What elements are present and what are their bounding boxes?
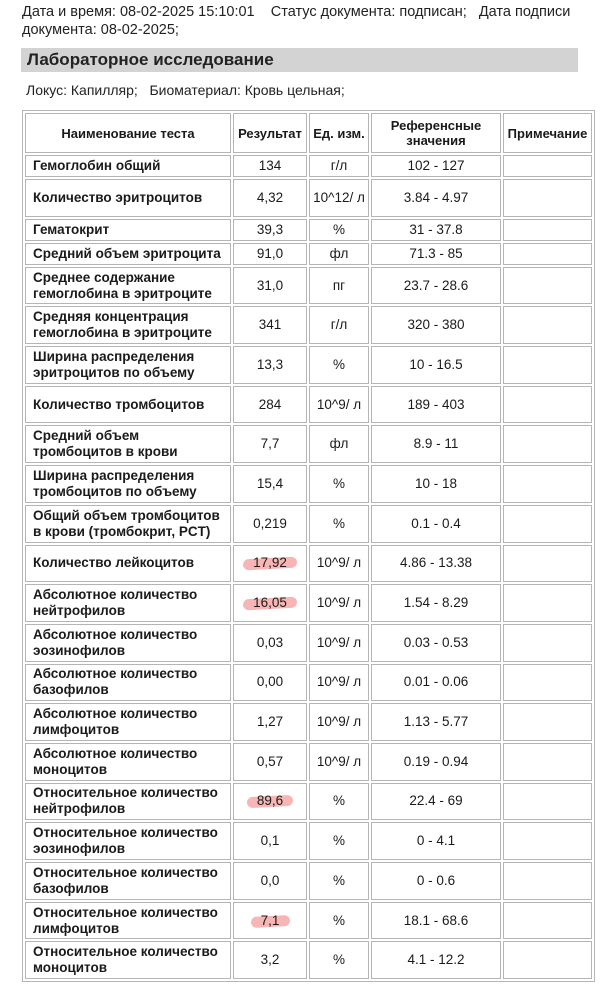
table-row — [25, 243, 592, 265]
unit-cell: 10^9/ л — [309, 743, 369, 781]
result-cell — [233, 584, 307, 622]
unit-cell: % — [309, 902, 369, 940]
note-cell — [503, 703, 592, 741]
reference-cell: 0.03 - 0.53 — [371, 624, 501, 662]
test-name-cell: Относительное количество лимфоцитов — [25, 902, 231, 940]
test-name-cell: Ширина распределения эритроцитов по объему — [25, 346, 231, 384]
reference-cell: 1.13 - 5.77 — [371, 703, 501, 741]
section-title: Лабораторное исследование — [21, 48, 578, 72]
table-row — [25, 425, 592, 463]
unit-cell: % — [309, 505, 369, 543]
table-row — [25, 219, 592, 241]
result-cell: 7,7 — [233, 425, 307, 463]
document-sign-date: Дата подписи документа: 08-02-2025; — [22, 4, 571, 38]
result-cell: 91,0 — [233, 243, 307, 265]
result-cell: 3,2 — [233, 941, 307, 979]
table-row — [25, 465, 592, 503]
unit-cell: г/л — [309, 306, 369, 344]
table-row — [25, 783, 592, 821]
test-name-cell: Средний объем эритроцита — [25, 243, 231, 265]
locus-biomaterial: Локус: Капилляр; Биоматериал: Кровь цельная; — [26, 82, 345, 98]
document-meta — [22, 4, 592, 39]
result-cell — [233, 783, 307, 821]
unit-cell: г/л — [309, 155, 369, 177]
table-row — [25, 743, 592, 781]
reference-cell: 1.54 - 8.29 — [371, 584, 501, 622]
abnormal-result-highlight — [249, 595, 291, 611]
result-cell: 31,0 — [233, 267, 307, 305]
table-row — [25, 941, 592, 979]
result-cell: 0,0 — [233, 862, 307, 900]
unit-cell: % — [309, 941, 369, 979]
table-row — [25, 505, 592, 543]
test-name-cell: Количество тромбоцитов — [25, 386, 231, 424]
unit-cell: % — [309, 862, 369, 900]
unit-cell: фл — [309, 243, 369, 265]
result-cell: 15,4 — [233, 465, 307, 503]
test-name-cell: Ширина распределения тромбоцитов по объему — [25, 465, 231, 503]
note-cell — [503, 902, 592, 940]
test-name-cell: Абсолютное количество базофилов — [25, 664, 231, 702]
test-name-cell: Среднее содержание гемоглобина в эритроците — [25, 267, 231, 305]
note-cell — [503, 306, 592, 344]
test-name-cell: Абсолютное количество нейтрофилов — [25, 584, 231, 622]
table-header-row — [25, 113, 592, 153]
result-cell: 0,57 — [233, 743, 307, 781]
col-header-reference: Референсные значения — [371, 113, 501, 153]
unit-cell: пг — [309, 267, 369, 305]
result-cell: 0,03 — [233, 624, 307, 662]
table-row — [25, 624, 592, 662]
result-value: 16,05 — [253, 595, 287, 611]
table-row — [25, 545, 592, 583]
test-name-cell: Гемоглобин общий — [25, 155, 231, 177]
result-cell: 39,3 — [233, 219, 307, 241]
note-cell — [503, 545, 592, 583]
table-row — [25, 155, 592, 177]
col-header-unit: Ед. изм. — [309, 113, 369, 153]
reference-cell: 31 - 37.8 — [371, 219, 501, 241]
note-cell — [503, 624, 592, 662]
result-cell: 0,00 — [233, 664, 307, 702]
unit-cell: % — [309, 465, 369, 503]
result-value: 89,6 — [256, 793, 284, 809]
table-row — [25, 862, 592, 900]
unit-cell: % — [309, 822, 369, 860]
note-cell — [503, 179, 592, 217]
reference-cell: 10 - 18 — [371, 465, 501, 503]
note-cell — [503, 664, 592, 702]
test-name-cell: Относительное количество моноцитов — [25, 941, 231, 979]
reference-cell: 3.84 - 4.97 — [371, 179, 501, 217]
test-name-cell: Абсолютное количество лимфоцитов — [25, 703, 231, 741]
reference-cell: 320 - 380 — [371, 306, 501, 344]
note-cell — [503, 584, 592, 622]
unit-cell: % — [309, 783, 369, 821]
test-name-cell: Относительное количество базофилов — [25, 862, 231, 900]
unit-cell: 10^12/ л — [309, 179, 369, 217]
unit-cell: 10^9/ л — [309, 584, 369, 622]
unit-cell: 10^9/ л — [309, 703, 369, 741]
table-row — [25, 902, 592, 940]
table-row — [25, 822, 592, 860]
reference-cell: 0 - 4.1 — [371, 822, 501, 860]
result-cell — [233, 545, 307, 583]
test-name-cell: Абсолютное количество моноцитов — [25, 743, 231, 781]
test-name-cell: Средняя концентрация гемоглобина в эритроците — [25, 306, 231, 344]
note-cell — [503, 783, 592, 821]
note-cell — [503, 505, 592, 543]
reference-cell: 18.1 - 68.6 — [371, 902, 501, 940]
reference-cell: 0.19 - 0.94 — [371, 743, 501, 781]
test-name-cell: Средний объем тромбоцитов в крови — [25, 425, 231, 463]
table-row — [25, 703, 592, 741]
result-cell: 284 — [233, 386, 307, 424]
unit-cell: 10^9/ л — [309, 624, 369, 662]
reference-cell: 0.1 - 0.4 — [371, 505, 501, 543]
result-cell: 13,3 — [233, 346, 307, 384]
note-cell — [503, 155, 592, 177]
note-cell — [503, 941, 592, 979]
reference-cell: 10 - 16.5 — [371, 346, 501, 384]
abnormal-result-highlight — [253, 793, 287, 809]
note-cell — [503, 465, 592, 503]
unit-cell: % — [309, 219, 369, 241]
document-datetime: Дата и время: 08-02-2025 15:10:01 — [22, 4, 255, 20]
reference-cell: 4.1 - 12.2 — [371, 941, 501, 979]
note-cell — [503, 219, 592, 241]
table-row — [25, 306, 592, 344]
test-name-cell: Общий объем тромбоцитов в крови (тромбокрит, PCT) — [25, 505, 231, 543]
table-row — [25, 664, 592, 702]
results-table — [22, 110, 595, 982]
result-cell: 0,219 — [233, 505, 307, 543]
note-cell — [503, 862, 592, 900]
test-name-cell: Гематокрит — [25, 219, 231, 241]
test-name-cell: Количество лейкоцитов — [25, 545, 231, 583]
result-cell: 134 — [233, 155, 307, 177]
result-cell — [233, 902, 307, 940]
note-cell — [503, 822, 592, 860]
note-cell — [503, 386, 592, 424]
table-row — [25, 386, 592, 424]
result-cell: 4,32 — [233, 179, 307, 217]
col-header-test-name: Наименование теста — [25, 113, 231, 153]
reference-cell: 102 - 127 — [371, 155, 501, 177]
note-cell — [503, 267, 592, 305]
table-row — [25, 346, 592, 384]
abnormal-result-highlight — [249, 555, 291, 571]
abnormal-result-highlight — [257, 913, 284, 929]
result-cell: 341 — [233, 306, 307, 344]
results-body — [25, 155, 592, 979]
reference-cell: 0 - 0.6 — [371, 862, 501, 900]
test-name-cell: Относительное количество нейтрофилов — [25, 783, 231, 821]
table-row — [25, 267, 592, 305]
reference-cell: 22.4 - 69 — [371, 783, 501, 821]
test-name-cell: Абсолютное количество эозинофилов — [25, 624, 231, 662]
reference-cell: 71.3 - 85 — [371, 243, 501, 265]
col-header-note: Примечание — [503, 113, 592, 153]
test-name-cell: Относительное количество эозинофилов — [25, 822, 231, 860]
unit-cell: % — [309, 346, 369, 384]
reference-cell: 8.9 - 11 — [371, 425, 501, 463]
test-name-cell: Количество эритроцитов — [25, 179, 231, 217]
note-cell — [503, 243, 592, 265]
result-cell: 0,1 — [233, 822, 307, 860]
unit-cell: фл — [309, 425, 369, 463]
reference-cell: 4.86 - 13.38 — [371, 545, 501, 583]
reference-cell: 0.01 - 0.06 — [371, 664, 501, 702]
result-value: 17,92 — [253, 555, 287, 571]
reference-cell: 23.7 - 28.6 — [371, 267, 501, 305]
unit-cell: 10^9/ л — [309, 664, 369, 702]
unit-cell: 10^9/ л — [309, 386, 369, 424]
col-header-result: Результат — [233, 113, 307, 153]
table-row — [25, 584, 592, 622]
result-cell: 1,27 — [233, 703, 307, 741]
result-value: 7,1 — [260, 912, 280, 928]
unit-cell: 10^9/ л — [309, 545, 369, 583]
note-cell — [503, 743, 592, 781]
note-cell — [503, 346, 592, 384]
note-cell — [503, 425, 592, 463]
table-row — [25, 179, 592, 217]
document-status: Статус документа: подписан; — [270, 4, 467, 20]
reference-cell: 189 - 403 — [371, 386, 501, 424]
